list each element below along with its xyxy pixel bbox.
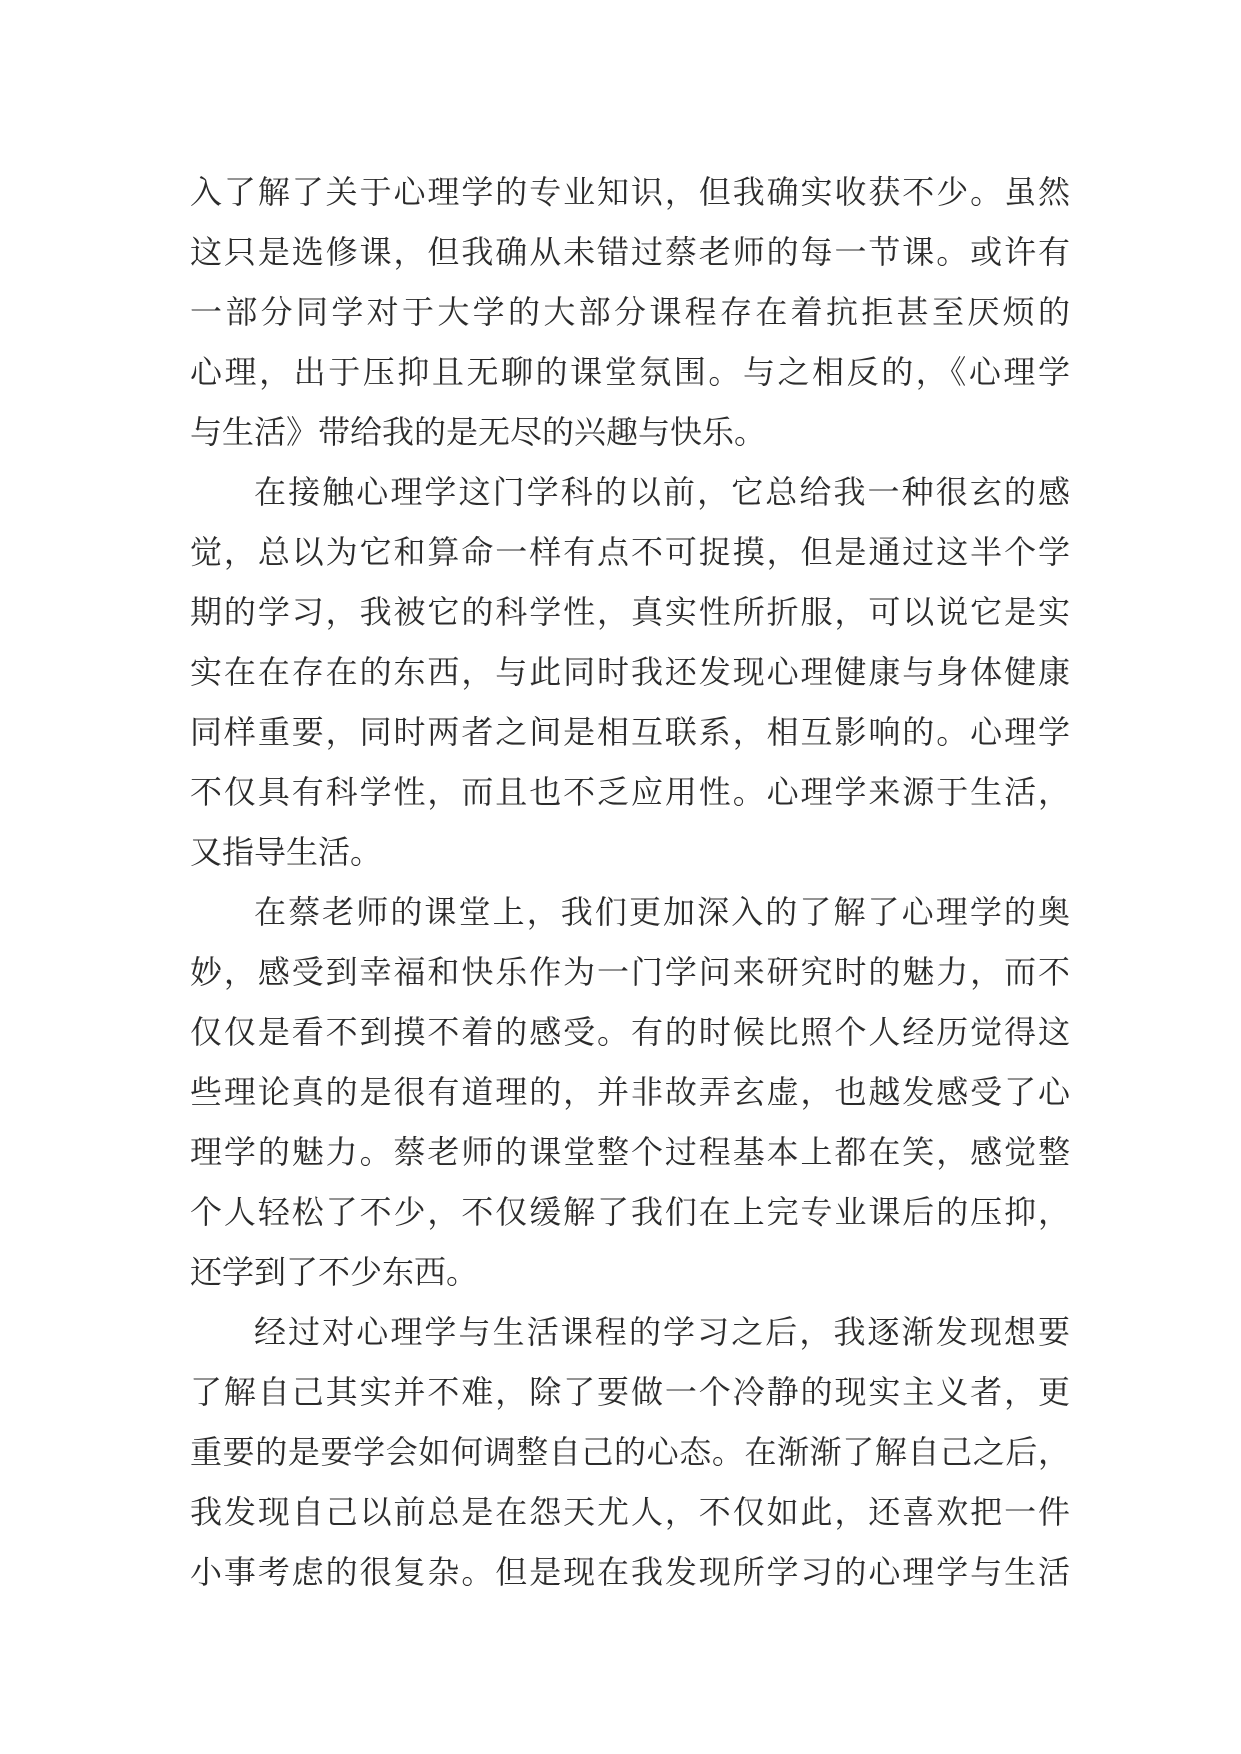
text-line: 理学的魅力。蔡老师的课堂整个过程基本上都在笑，感觉整 — [190, 1133, 1070, 1171]
text-line: 又指导生活。 — [190, 833, 383, 871]
text-line: 仅仅是看不到摸不着的感受。有的时候比照个人经历觉得这 — [190, 1013, 1070, 1051]
text-line: 我发现自己以前总是在怨天尤人，不仅如此，还喜欢把一件 — [190, 1493, 1070, 1531]
text-line: 这只是选修课，但我确从未错过蔡老师的每一节课。或许有 — [190, 233, 1070, 271]
text-line: 心理，出于压抑且无聊的课堂氛围。与之相反的，《心理学 — [190, 353, 1070, 391]
text-line: 与生活》带给我的是无尽的兴趣与快乐。 — [190, 413, 767, 451]
text-line: 了解自己其实并不难，除了要做一个冷静的现实主义者，更 — [190, 1373, 1070, 1411]
text-line: 一部分同学对于大学的大部分课程存在着抗拒甚至厌烦的 — [190, 293, 1070, 331]
paragraph-first-line: 在蔡老师的课堂上，我们更加深入的了解了心理学的奥 — [254, 893, 1070, 931]
body-text — [190, 162, 1070, 1602]
paragraph-first-line: 在接触心理学这门学科的以前，它总给我一种很玄的感 — [254, 473, 1070, 511]
text-line: 同样重要，同时两者之间是相互联系，相互影响的。心理学 — [190, 713, 1070, 751]
text-line: 觉，总以为它和算命一样有点不可捉摸，但是通过这半个学 — [190, 533, 1070, 571]
text-line: 期的学习，我被它的科学性，真实性所折服，可以说它是实 — [190, 593, 1070, 631]
text-line: 重要的是要学会如何调整自己的心态。在渐渐了解自己之后， — [190, 1433, 1070, 1471]
text-line: 实在在存在的东西，与此同时我还发现心理健康与身体健康 — [190, 653, 1070, 691]
text-line: 小事考虑的很复杂。但是现在我发现所学习的心理学与生活 — [190, 1553, 1070, 1591]
text-line: 些理论真的是很有道理的，并非故弄玄虚，也越发感受了心 — [190, 1073, 1070, 1111]
text-line: 个人轻松了不少，不仅缓解了我们在上完专业课后的压抑， — [190, 1193, 1070, 1231]
text-line: 妙，感受到幸福和快乐作为一门学问来研究时的魅力，而不 — [190, 953, 1070, 991]
text-line: 还学到了不少东西。 — [190, 1253, 479, 1291]
text-line: 不仅具有科学性，而且也不乏应用性。心理学来源于生活， — [190, 773, 1070, 811]
paragraph-first-line: 经过对心理学与生活课程的学习之后，我逐渐发现想要 — [254, 1313, 1070, 1351]
text-line: 入了解了关于心理学的专业知识，但我确实收获不少。虽然 — [190, 173, 1070, 211]
